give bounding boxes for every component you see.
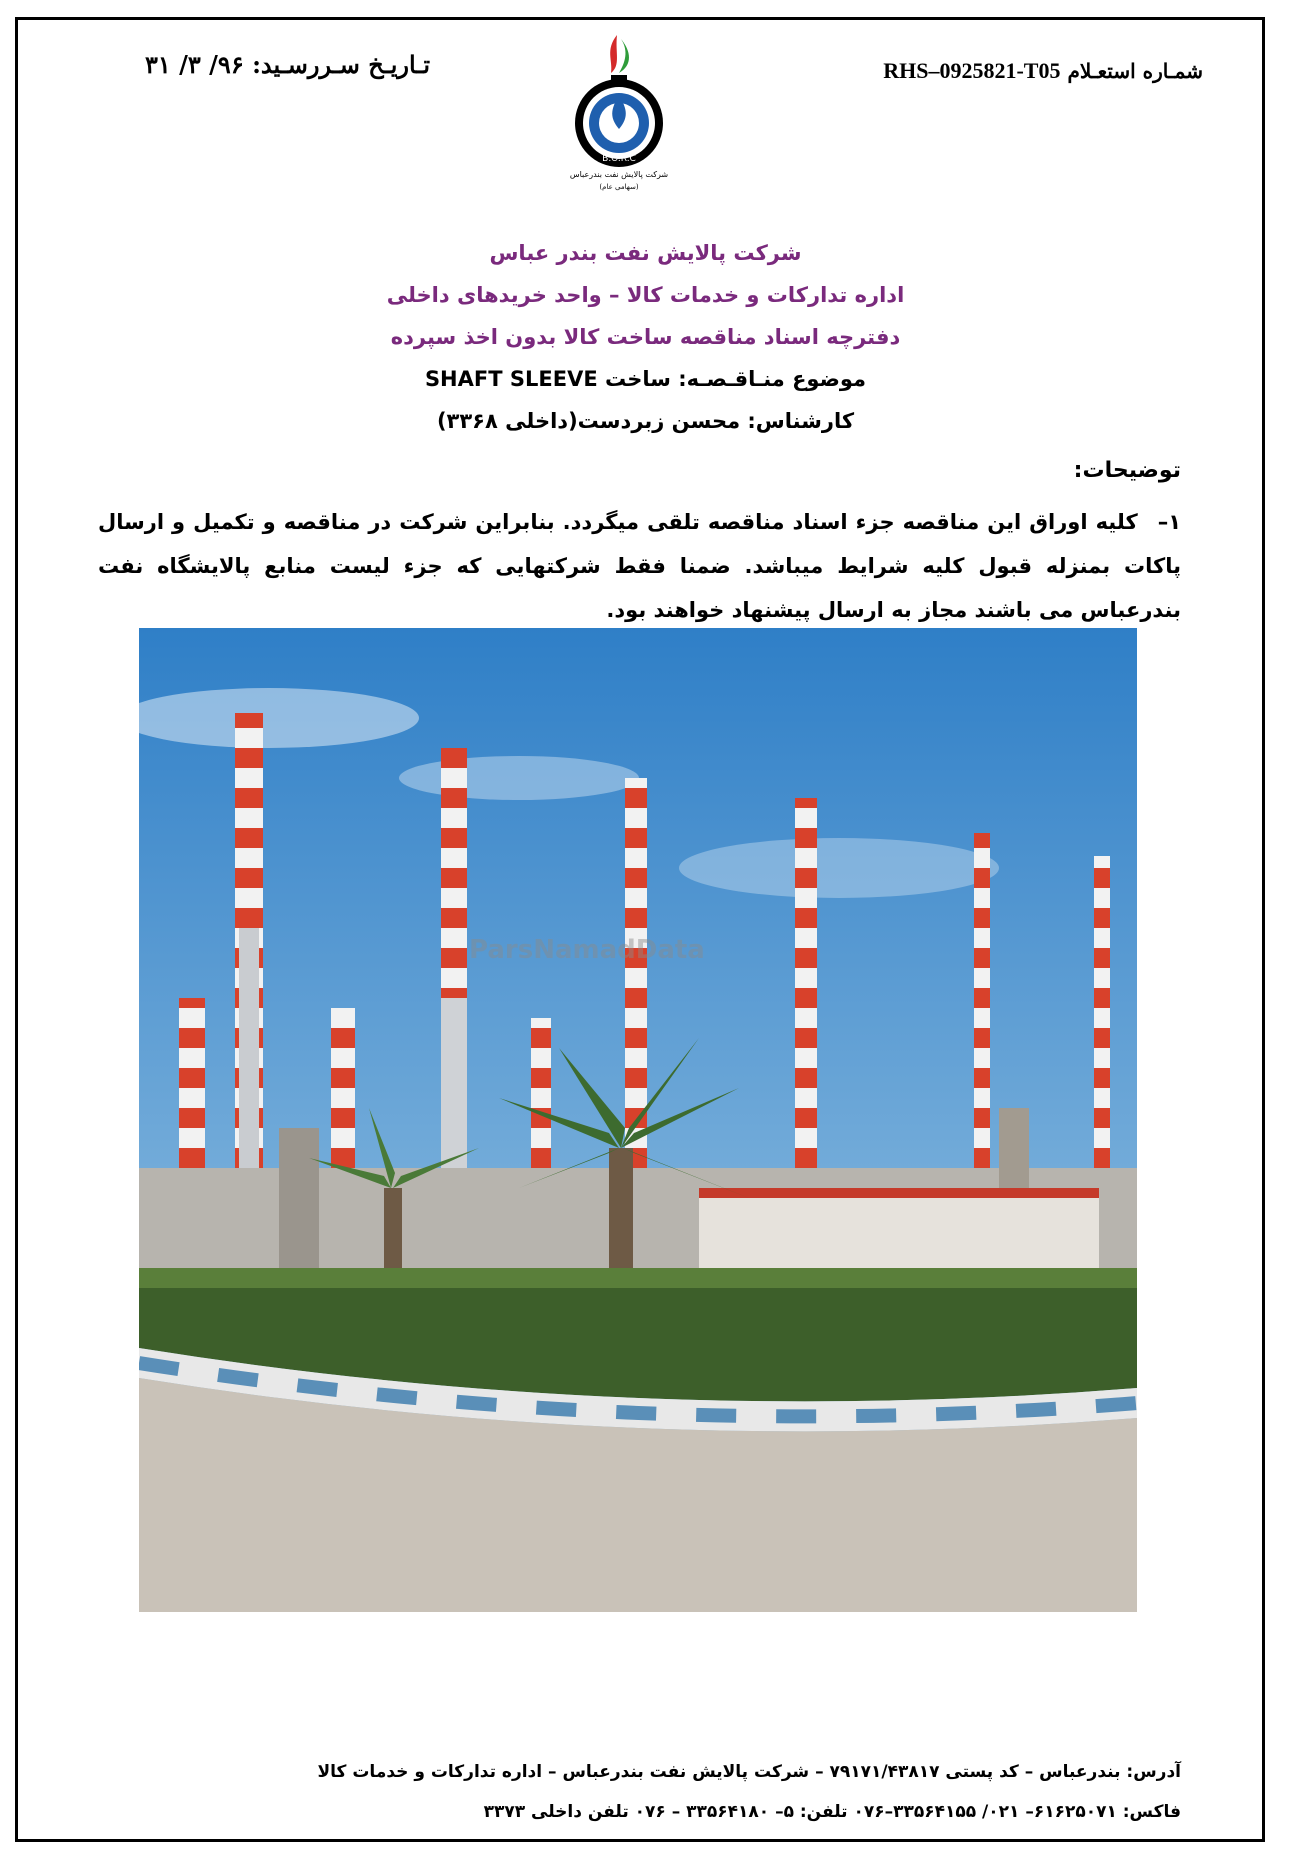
document-titles	[0, 232, 1291, 442]
company-logo	[555, 25, 685, 195]
due-date-value: ۹۶/ ۳/ ۳۱	[145, 50, 244, 79]
description-heading: توضیحات:	[1073, 458, 1181, 483]
item-number: ۱–	[1157, 510, 1182, 534]
department-title: اداره تدارکات و خدمات کالا – واحد خریدهای داخلی	[386, 283, 905, 307]
tender-subject: موضوع منـاقـصـه: ساخت SHAFT SLEEVE	[424, 367, 867, 391]
inquiry-label: شمـاره استعـلام	[1067, 59, 1203, 83]
logo-initials: B.O.R.C	[602, 154, 636, 164]
logo-ring-text: شرکت پالایش نفت بندرعباس	[569, 170, 669, 179]
company-title: شرکت پالایش نفت بندر عباس	[489, 241, 802, 265]
footer	[318, 1752, 1182, 1832]
inquiry-code: RHS–0925821-T05	[883, 58, 1061, 83]
photo-watermark: ParsNamadData	[469, 935, 705, 965]
due-date	[145, 50, 430, 79]
logo-sub-text: (سهامی عام)	[599, 183, 639, 191]
description-item	[98, 500, 1181, 632]
booklet-title: دفترچه اسناد مناقصه ساخت کالا بدون اخذ سپرده	[390, 325, 901, 349]
inquiry-number	[883, 58, 1203, 84]
due-date-label: تـاریـخ سـررسـید:	[252, 50, 431, 79]
footer-address: آدرس: بندرعباس – کد پستی ۷۹۱۷۱/۴۳۸۱۷ – شرکت پالایش نفت بندرعباس – اداره تدارکات و خدمات کالا	[317, 1762, 1181, 1782]
expert-name: کارشناس: محسن زبردست(داخلی ۳۳۶۸)	[436, 409, 855, 433]
item-text: کلیه اوراق این مناقصه جزء اسناد مناقصه تلقی میگردد. بنابراین شرکت در مناقصه و تکمیل و ارسال پاکات بمنزله قبول کلیه شرایط میباشد. ضمنا فقط شرکتهایی که جزء لیست منابع پالایشگاه نفت بندرعباس می باشند مجاز به ارسال پیشنهاد خواهند بود.	[98, 510, 1181, 622]
refinery-photo	[139, 628, 1137, 1612]
footer-contact: فاکس: ۶۱۶۲۵۰۷۱– ۰۲۱/ ۳۳۵۶۴۱۵۵–۰۷۶ تلفن: ۵– ۳۳۵۶۴۱۸۰ – ۰۷۶ تلفن داخلی ۳۳۷۳	[483, 1802, 1181, 1822]
